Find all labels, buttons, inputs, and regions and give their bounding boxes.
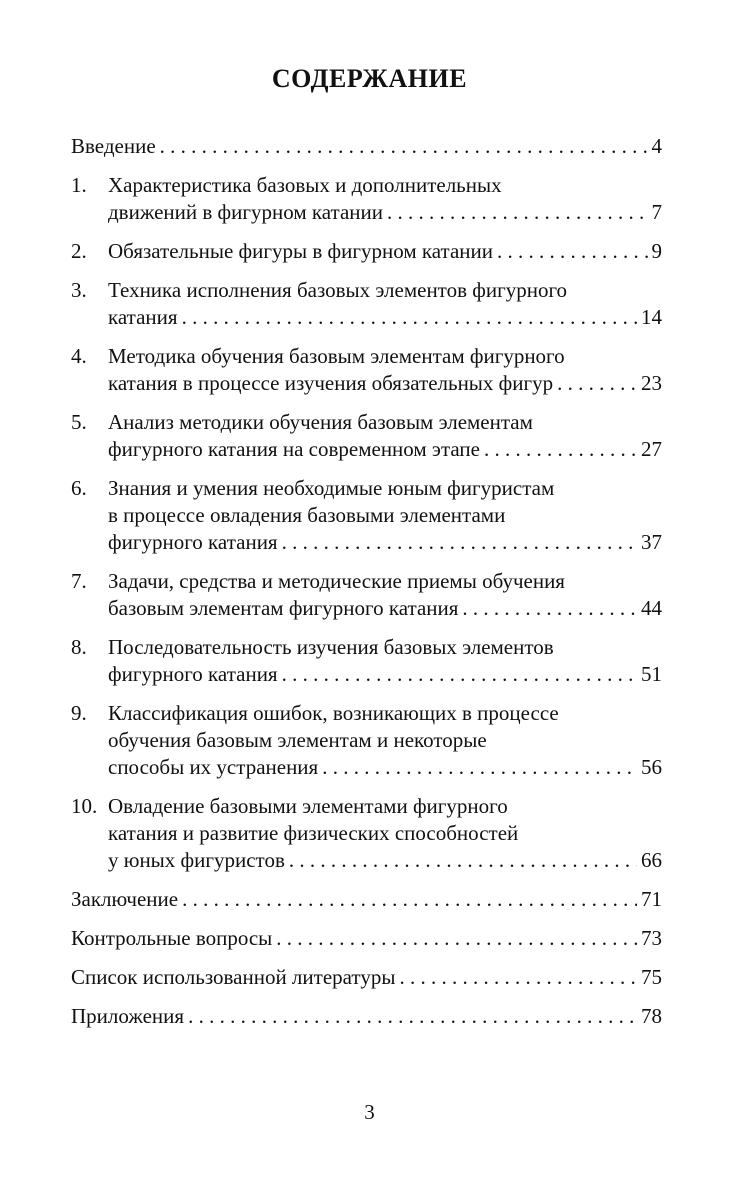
toc-entry-last-line (108, 370, 662, 397)
toc-entry-last-line (71, 964, 662, 991)
toc-entry-line: обучения базовым элементам и некоторые (108, 728, 487, 752)
toc-entry-last-line (71, 886, 662, 913)
toc-entry-title: Список использованной литературы (71, 965, 396, 989)
toc-entry-last-line (108, 754, 662, 781)
toc-entry-line: Техника исполнения базовых элементов фигурного (108, 278, 568, 302)
dot-leader (399, 964, 637, 991)
toc-entry-line: Методика обучения базовым элементам фигурного (108, 344, 565, 368)
dot-leader (282, 529, 637, 556)
toc-entry (71, 700, 662, 781)
toc-page-number: 27 (641, 437, 662, 461)
page-number: 3 (364, 1100, 375, 1124)
toc-entry-line: Последовательность изучения базовых элементов (108, 635, 554, 659)
toc-entry-number: 3. (71, 278, 87, 302)
toc-entry-body (108, 238, 662, 265)
toc-entry-title: фигурного катания (108, 530, 278, 554)
toc-entry-title: Введение (71, 134, 156, 158)
toc-entry-last-line (108, 595, 662, 622)
dot-leader (289, 847, 637, 874)
toc-entry-title: Контрольные вопросы (71, 926, 273, 950)
toc-entry-title: базовым элементам фигурного катания (108, 596, 459, 620)
dot-leader (557, 370, 637, 397)
toc-entry-number: 2. (71, 239, 87, 263)
toc-entry-number: 9. (71, 701, 87, 725)
toc-entry-number: 6. (71, 476, 87, 500)
toc-entry-body (71, 964, 662, 991)
toc-entry (71, 925, 662, 952)
toc-entry-line: Овладение базовыми элементами фигурного (108, 794, 508, 818)
toc-page-number: 51 (641, 662, 662, 686)
toc-entry (71, 133, 662, 160)
toc-page-number: 66 (641, 848, 662, 872)
toc-entry-title: катания в процессе изучения обязательных фигур (108, 371, 554, 395)
toc-entry-title: способы их устранения (108, 755, 319, 779)
toc-entry-last-line (108, 238, 662, 265)
toc-entry-number: 8. (71, 635, 87, 659)
toc-entry-last-line (71, 133, 662, 160)
toc-entry-last-line (108, 199, 662, 226)
toc-entry-title: у юных фигуристов (108, 848, 285, 872)
toc-entry (71, 277, 662, 331)
toc-entry-body (71, 925, 662, 952)
toc-entry-line: Анализ методики обучения базовым элементам (108, 410, 533, 434)
toc-entry (71, 793, 662, 874)
toc-entry-last-line (108, 847, 662, 874)
toc-entry-last-line (108, 661, 662, 688)
toc-page-number: 9 (651, 239, 662, 263)
toc-entry-last-line (71, 925, 662, 952)
toc-entry-body (108, 634, 662, 688)
toc-entry-title: фигурного катания (108, 662, 278, 686)
page-title: СОДЕРЖАНИЕ (271, 64, 468, 93)
toc-entry (71, 1003, 662, 1030)
toc-entry-number: 5. (71, 410, 87, 434)
dot-leader (276, 925, 637, 952)
toc-page-number: 56 (641, 755, 662, 779)
toc-entry-title: Приложения (71, 1004, 185, 1028)
toc-entry (71, 475, 662, 556)
toc-entry-body (108, 475, 662, 556)
toc-entry (71, 568, 662, 622)
toc-entry-line: Характеристика базовых и дополнительных (108, 173, 502, 197)
toc-entry-title: фигурного катания на современном этапе (108, 437, 480, 461)
toc-entry-line: Классификация ошибок, возникающих в процессе (108, 701, 559, 725)
toc-page-number: 78 (641, 1004, 662, 1028)
toc-entry-body (108, 409, 662, 463)
toc-entry-line: в процессе овладения базовыми элементами (108, 503, 506, 527)
toc-entry-title: движений в фигурном катании (108, 200, 383, 224)
dot-leader (182, 304, 637, 331)
dot-leader (282, 661, 637, 688)
dot-leader (188, 1003, 637, 1030)
toc-page-number: 71 (641, 887, 662, 911)
toc-entry-body (71, 886, 662, 913)
toc-entry-line: Знания и умения необходимые юным фигуристам (108, 476, 555, 500)
toc-entry-body (71, 133, 662, 160)
toc-entry-title: катания (108, 305, 178, 329)
toc-entry-title: Заключение (71, 887, 179, 911)
toc-entry (71, 964, 662, 991)
table-of-contents (71, 133, 662, 1030)
toc-entry-last-line (71, 1003, 662, 1030)
toc-entry (71, 172, 662, 226)
toc-entry (71, 343, 662, 397)
toc-entry-number: 4. (71, 344, 87, 368)
toc-page-number: 44 (641, 596, 662, 620)
toc-entry-body (108, 343, 662, 397)
toc-entry-last-line (108, 304, 662, 331)
toc-page-number: 14 (641, 305, 662, 329)
toc-entry-line: катания и развитие физических способностей (108, 821, 519, 845)
toc-entry-body (108, 793, 662, 874)
toc-entry-body (108, 700, 662, 781)
toc-entry-body (108, 172, 662, 226)
toc-page-number: 37 (641, 530, 662, 554)
dot-leader (462, 595, 637, 622)
toc-entry (71, 634, 662, 688)
dot-leader (484, 436, 637, 463)
toc-page-number: 23 (641, 371, 662, 395)
toc-entry-body (71, 1003, 662, 1030)
toc-entry-title: Обязательные фигуры в фигурном катании (108, 239, 493, 263)
toc-entry (71, 409, 662, 463)
toc-page-number: 4 (651, 134, 662, 158)
dot-leader (322, 754, 637, 781)
toc-entry-number: 10. (71, 794, 98, 818)
toc-page-number: 75 (641, 965, 662, 989)
dot-leader (182, 886, 637, 913)
toc-entry-line: Задачи, средства и методические приемы обучения (108, 569, 565, 593)
toc-entry-body (108, 277, 662, 331)
toc-entry (71, 886, 662, 913)
toc-entry-last-line (108, 529, 662, 556)
toc-entry-body (108, 568, 662, 622)
toc-entry-number: 7. (71, 569, 87, 593)
toc-entry (71, 238, 662, 265)
toc-entry-last-line (108, 436, 662, 463)
dot-leader (387, 199, 648, 226)
toc-page-number: 7 (651, 200, 662, 224)
dot-leader (160, 133, 648, 160)
toc-page-number: 73 (641, 926, 662, 950)
dot-leader (497, 238, 648, 265)
toc-entry-number: 1. (71, 173, 87, 197)
